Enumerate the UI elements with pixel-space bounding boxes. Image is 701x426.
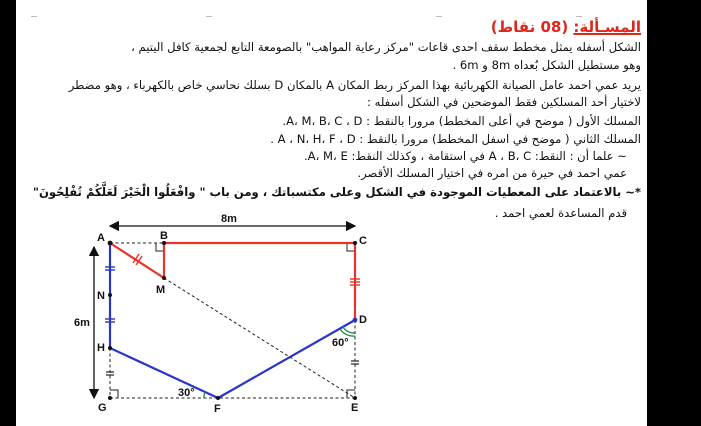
red-tick-marks [133, 254, 360, 285]
text-line-3: يريد عمي احمد عامل الصيانة الكهربائية بهذا المركز ربط المكان A بالمكان D بسلك نحاسي خاص بالكهرباء ، وهو مضطر [68, 78, 641, 92]
point-b-label: B [160, 230, 168, 242]
text-line-4: لاختيار أحد المسلكين فقط الموضحين في الشكل أسفله : [367, 95, 641, 109]
point-c-label: C [359, 235, 367, 247]
text-line-2: وهو مستطيل الشكل بُعداه 8m و 6m . [452, 58, 641, 72]
text-line-7: ~ علما أن : النقط: A ، B، C في استقامة ، وكذلك النقط: A، M، E. [303, 149, 627, 163]
point-h-label: H [97, 342, 105, 354]
point-g-label: G [98, 402, 107, 414]
angle-d-label: 60° [332, 337, 349, 349]
text-line-1: الشكل أسفله يمثل مخطط سقف احدى قاعات "مركز رعاية المواهب" بالصومعة التابع لجمعية كافل اليتيم ، [131, 40, 641, 54]
problem-title-word: المسـألة: [573, 18, 641, 36]
text-line-10: قدم المساعدة لعمي احمد . [494, 206, 627, 220]
path-one-red [110, 243, 355, 320]
roof-plan-figure [16, 0, 647, 426]
text-line-9: *~ بالاعتماد على المعطيات الموجودة في الشكل وعلى مكتسباتك ، ومن باب " وافْعَلُوا الْخَيْرَ لَعَلَّكُمْ تُفْلِحُونَ" [32, 185, 641, 199]
point-d-label: D [359, 314, 367, 326]
point-m-label: M [156, 284, 166, 296]
point-n-label: N [97, 290, 105, 302]
point-a-label: A [97, 232, 105, 244]
text-line-5: المسلك الأول ( موضح في أعلى المخطط) مرورا بالنقط : A، M، B، C ، D. [282, 114, 641, 128]
point-f-label: F [214, 403, 221, 415]
height-label: 6m [74, 317, 90, 329]
point-e-label: E [351, 402, 359, 414]
text-line-8: عمي احمد في حيرة من امره في اختيار المسلك الأقصر. [357, 166, 627, 180]
problem-points: (08 نقاط) [490, 18, 569, 36]
angle-f-label: 30° [178, 387, 195, 399]
text-line-6: المسلك الثاني ( موضح في اسفل المخطط) مرورا بالنقط : A ، N، H، F ، D . [270, 132, 641, 146]
worksheet-page [16, 0, 647, 426]
width-label: 8m [221, 213, 237, 225]
